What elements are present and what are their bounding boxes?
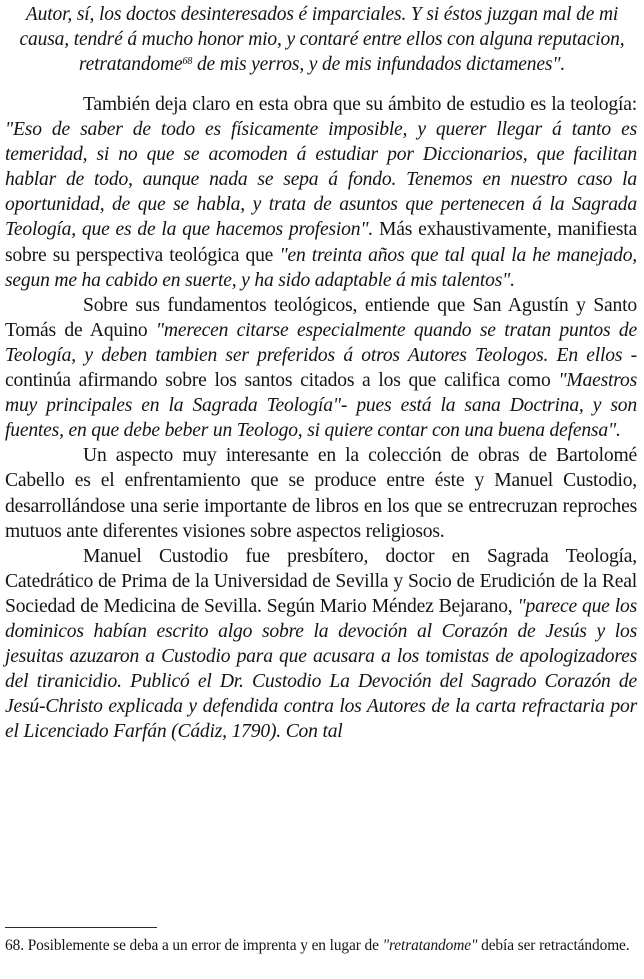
footnote-number: 68. [5, 937, 24, 954]
quoted-citation: "merecen citarse especialmente quando se tratan puntos de Teología, y deben tambien ser preferidos á otros Autores Teologos. En ellos [5, 319, 637, 366]
paragraph-text: Un aspecto muy interesante en la colección de obras de Bartolomé Cabello es el enfrentamiento que se produce entre éste y Manuel Custodio, desarrollándose una serie importante de libros en los que se entrecruzan reproches mutuos ante diferentes visiones sobre aspectos religiosos. [5, 445, 637, 542]
footnote-separator [5, 927, 157, 928]
footnote-text: Posiblemente se deba a un error de imprenta y en lugar de [23, 937, 383, 954]
paragraph-text: Manuel Custodio fue presbítero, doctor en Sagrada Teología, Catedrático de Prima de la Universidad de Sevilla y Socio de Erudición de la Real Sociedad de Medicina de Sevilla. Según Mario Méndez Bejarano, [5, 545, 637, 617]
quoted-citation: "Maestros muy principales en la Sagrada Teología"- pues está la sana Doctrina, y son fuentes, en que debe beber un Teologo, si quiere contar con una buena defensa". [5, 370, 637, 442]
footnote-italic-term: "retratandome" [382, 937, 478, 954]
paragraph-text: También deja claro en esta obra que su ámbito de estudio es la teología: [83, 94, 637, 115]
quoted-citation: "en treinta años que tal qual la he manejado, segun me ha cabido en suerte, y ha sido adaptable á mis talentos". [5, 244, 638, 291]
paragraph-4 [5, 544, 637, 745]
paragraph-2 [5, 293, 637, 444]
quote-text-end: de mis yerros, y de mis infundados dictamenes". [192, 54, 566, 75]
paragraph-text: -continúa afirmando sobre los santos citados a los que califica como [5, 344, 637, 392]
quote-text: Autor, sí, los doctos desinteresados é imparciales. Y si éstos juzgan mal de mi causa, tendré á mucho honor mio, y contaré entre ellos con alguna reputacion, retratandome [19, 4, 625, 75]
quoted-citation: "Eso de saber de todo es físicamente imposible, y querer llegar á tanto es temeridad, si no que se acomoden á estudiar por Diccionarios, que facilitan hablar de todo, aunque nada se sepa á fondo. Tenemos en nuestro caso la oportunidad, de que se habla, y trata de asuntos que pertenecen á la Sagrada Teología, que es de la que hacemos profesion". [5, 119, 637, 241]
paragraph-text: Más exhaustivamente, manifiesta sobre su perspectiva teológica que [5, 219, 637, 266]
footnote [5, 936, 637, 955]
paragraph-1 [5, 92, 637, 293]
quoted-citation: "parece que los dominicos habían escrito algo sobre la devoción al Corazón de Jesús y los jesuitas azuzaron a Custodio para que acusara a los tomistas de apologizadores del tiranicidio. Publicó el Dr. Custodio La Devoción del Sagrado Corazón de Jesú-Christo explicada y defendida contra los Autores de la carta refractaria por el Licenciado Farfán (Cádiz, 1790). Con tal [5, 595, 637, 743]
footnote-text-end: debía ser retractándome. [477, 937, 630, 954]
block-quote [15, 2, 629, 77]
paragraph-3 [5, 443, 637, 543]
paragraph-text: Sobre sus fundamentos teológicos, entiende que San Agustín y Santo Tomás de Aquino [5, 294, 637, 341]
body-text [5, 92, 637, 744]
footnote-reference[interactable]: 68 [182, 56, 193, 67]
